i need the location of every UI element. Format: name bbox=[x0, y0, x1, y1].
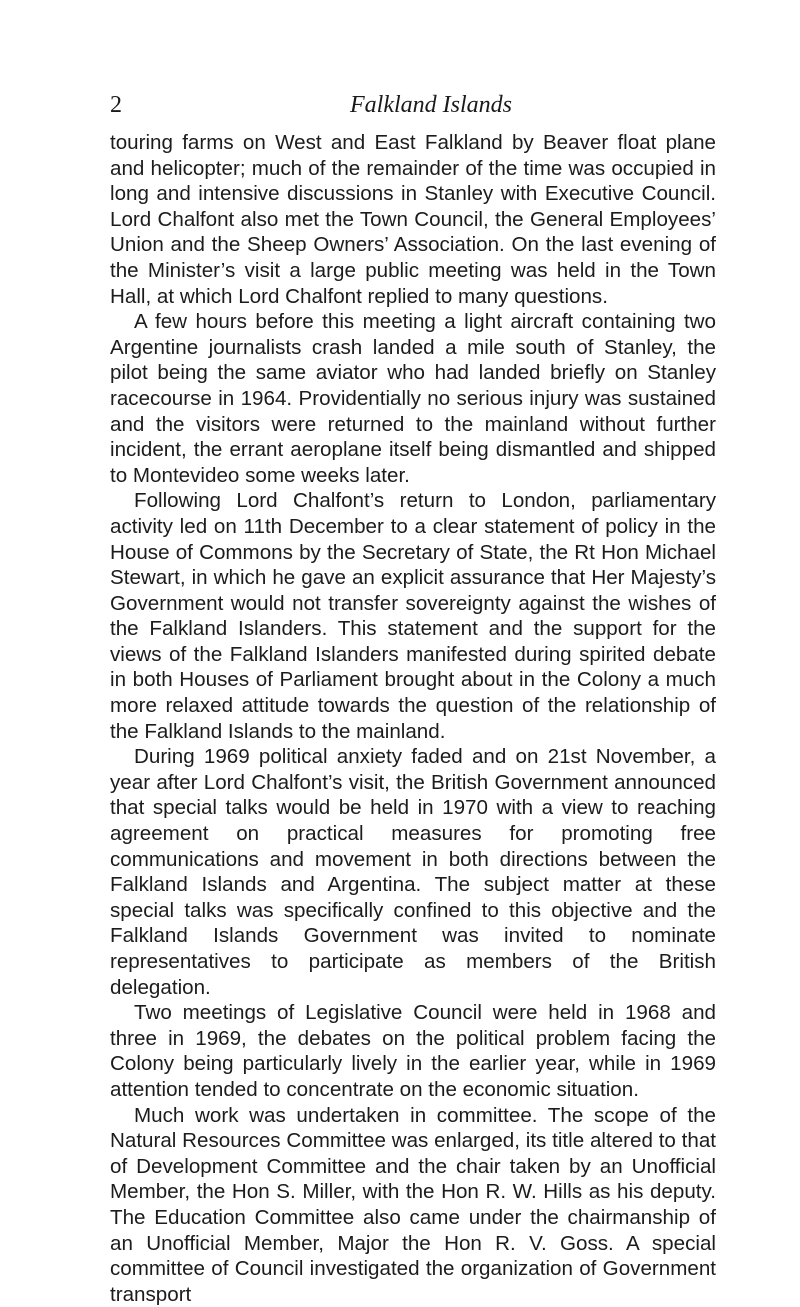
paragraph-1969-talks: During 1969 political anxiety faded and on 21st November, a year after Lord Chalfont’s visit, the British Government announced that special talks would be held in 1970 with a view to reaching agreement on practical measures for promoting free communications and movement in both directions between the Falkland Islands and Argentina. The subject matter at these special talks was specifically confined to this objective and the Falkland Islands Government was invited to nominate representatives to participate as members of the British delegation. bbox=[110, 745, 716, 999]
running-title: Falkland Islands bbox=[350, 92, 512, 118]
page-number: 2 bbox=[110, 92, 122, 118]
paragraph-committee-work: Much work was undertaken in committee. The scope of the Natural Resources Committee was enlarged, its title altered to that of Development Committee and the chair taken by an Unofficial Member, the Hon S. Miller, with the Hon R. W. Hills as his deputy. The Education Committee also came under the chairmanship of an Unofficial Member, Major the Hon R. V. Goss. A special committee of Council investigated the organization of Government transport bbox=[110, 1103, 716, 1306]
paragraph-aircraft-landing: A few hours before this meeting a light aircraft containing two Argentine journalists crash landed a mile south of Stanley, the pilot being the same aviator who had landed briefly on Stanley racecourse in 1964. Providentially no serious injury was sustained and the visitors were returned to the mainland without further incident, the errant aeroplane itself being dismantled and shipped to Montevideo some weeks later. bbox=[110, 310, 716, 487]
body-text bbox=[110, 130, 716, 1307]
paragraph-continued: touring farms on West and East Falkland by Beaver float plane and helicopter; much of the remainder of the time was occupied in long and intensive discussions in Stanley with Executive Council. Lord Chalfont also met the Town Council, the General Employees’ Union and the Sheep Owners’ Association. On the last evening of the Minister’s visit a large public meeting was held in the Town Hall, at which Lord Chalfont replied to many questions. bbox=[110, 131, 716, 308]
running-head bbox=[110, 88, 710, 122]
paragraph-legislative-council: Two meetings of Legislative Council were held in 1968 and three in 1969, the debates on the political problem facing the Colony being particularly lively in the earlier year, while in 1969 attention tended to concentrate on the economic situation. bbox=[110, 1001, 716, 1101]
paragraph-parliamentary-statement: Following Lord Chalfont’s return to London, parliamentary activity led on 11th December to a clear statement of policy in the House of Commons by the Secretary of State, the Rt Hon Michael Stewart, in which he gave an explicit assurance that Her Majesty’s Government would not transfer sovereignty against the wishes of the Falkland Islanders. This statement and the support for the views of the Falkland Islanders manifested during spirited debate in both Houses of Parliament brought about in the Colony a much more relaxed attitude towards the question of the relationship of the Falkland Islands to the mainland. bbox=[110, 489, 716, 743]
